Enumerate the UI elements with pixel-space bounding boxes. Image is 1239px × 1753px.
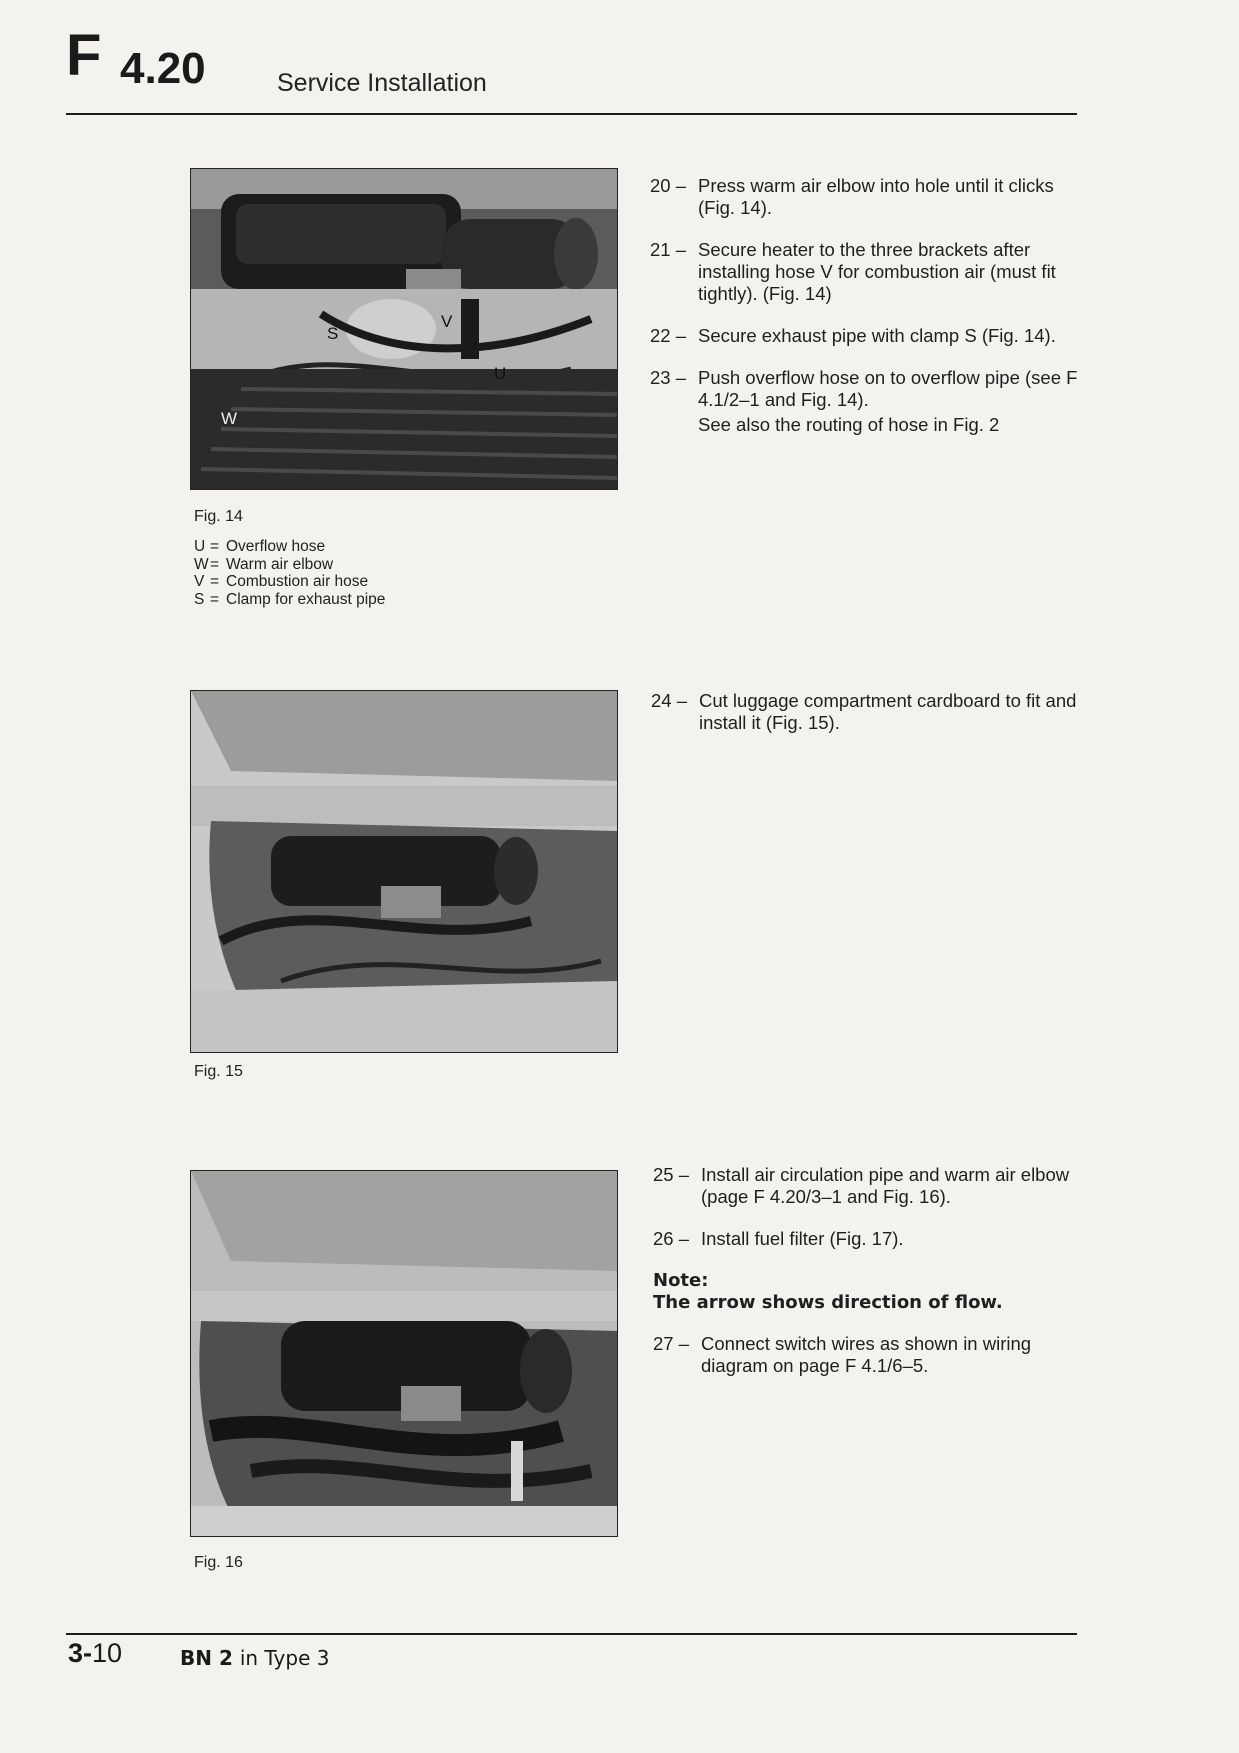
steps-block-1 xyxy=(650,175,1080,456)
note-label: Note: xyxy=(653,1270,709,1291)
fig-14-photo xyxy=(190,168,618,490)
step-23: 23 – Push overflow hose on to overflow pipe (see F 4.1/2–1 and Fig. 14). See also the routing of hose in Fig. 2 xyxy=(650,367,1080,436)
legend-item: S = Clamp for exhaust pipe xyxy=(194,590,386,608)
footer-reference: BN 2 in Type 3 xyxy=(180,1646,330,1670)
step-25: 25 – Install air circulation pipe and warm air elbow (page F 4.20/3–1 and Fig. 16). xyxy=(653,1164,1070,1207)
fig-16-photo xyxy=(190,1170,618,1537)
legend-item: U = Overflow hose xyxy=(194,538,326,555)
footer-rule xyxy=(66,1633,1077,1635)
steps-block-3 xyxy=(653,1164,1083,1397)
fig-15-photo xyxy=(190,690,618,1053)
fig-14-label: Fig. 14 xyxy=(194,508,243,525)
step-26: 26 – Install fuel filter (Fig. 17). xyxy=(653,1228,904,1249)
marker-w: W xyxy=(221,409,238,428)
marker-v: V xyxy=(441,312,453,331)
step-24: 24 – Cut luggage compartment cardboard to fit and install it (Fig. 15). xyxy=(651,690,1077,733)
step-22: 22 – Secure exhaust pipe with clamp S (Fig. 14). xyxy=(650,325,1056,346)
step-27: 27 – Connect switch wires as shown in wiring diagram on page F 4.1/6–5. xyxy=(653,1333,1032,1376)
step-20: 20 – Press warm air elbow into hole until it clicks (Fig. 14). xyxy=(650,175,1054,218)
note-text: The arrow shows direction of flow. xyxy=(653,1292,1003,1313)
fig-15-label: Fig. 15 xyxy=(194,1063,243,1080)
marker-s: S xyxy=(327,324,339,343)
note xyxy=(653,1270,1083,1314)
section-letter: F xyxy=(66,23,101,88)
step-23-extra: See also the routing of hose in Fig. 2 xyxy=(698,414,1000,435)
page-title: Service Installation xyxy=(277,69,487,97)
step-21: 21 – Secure heater to the three brackets after installing hose V for combustion air (must fit tightly). (Fig. 14) xyxy=(650,239,1056,304)
fig-16-label: Fig. 16 xyxy=(194,1554,243,1571)
header-rule xyxy=(66,113,1077,115)
marker-u: U xyxy=(494,364,507,383)
fig-14-legend xyxy=(194,538,385,608)
legend-item: V = Combustion air hose xyxy=(194,573,369,590)
section-number: 4.20 xyxy=(120,44,206,93)
legend-item: W= Warm air elbow xyxy=(194,555,334,573)
steps-block-2 xyxy=(651,690,1081,754)
page-number: 3-10 xyxy=(68,1638,123,1668)
